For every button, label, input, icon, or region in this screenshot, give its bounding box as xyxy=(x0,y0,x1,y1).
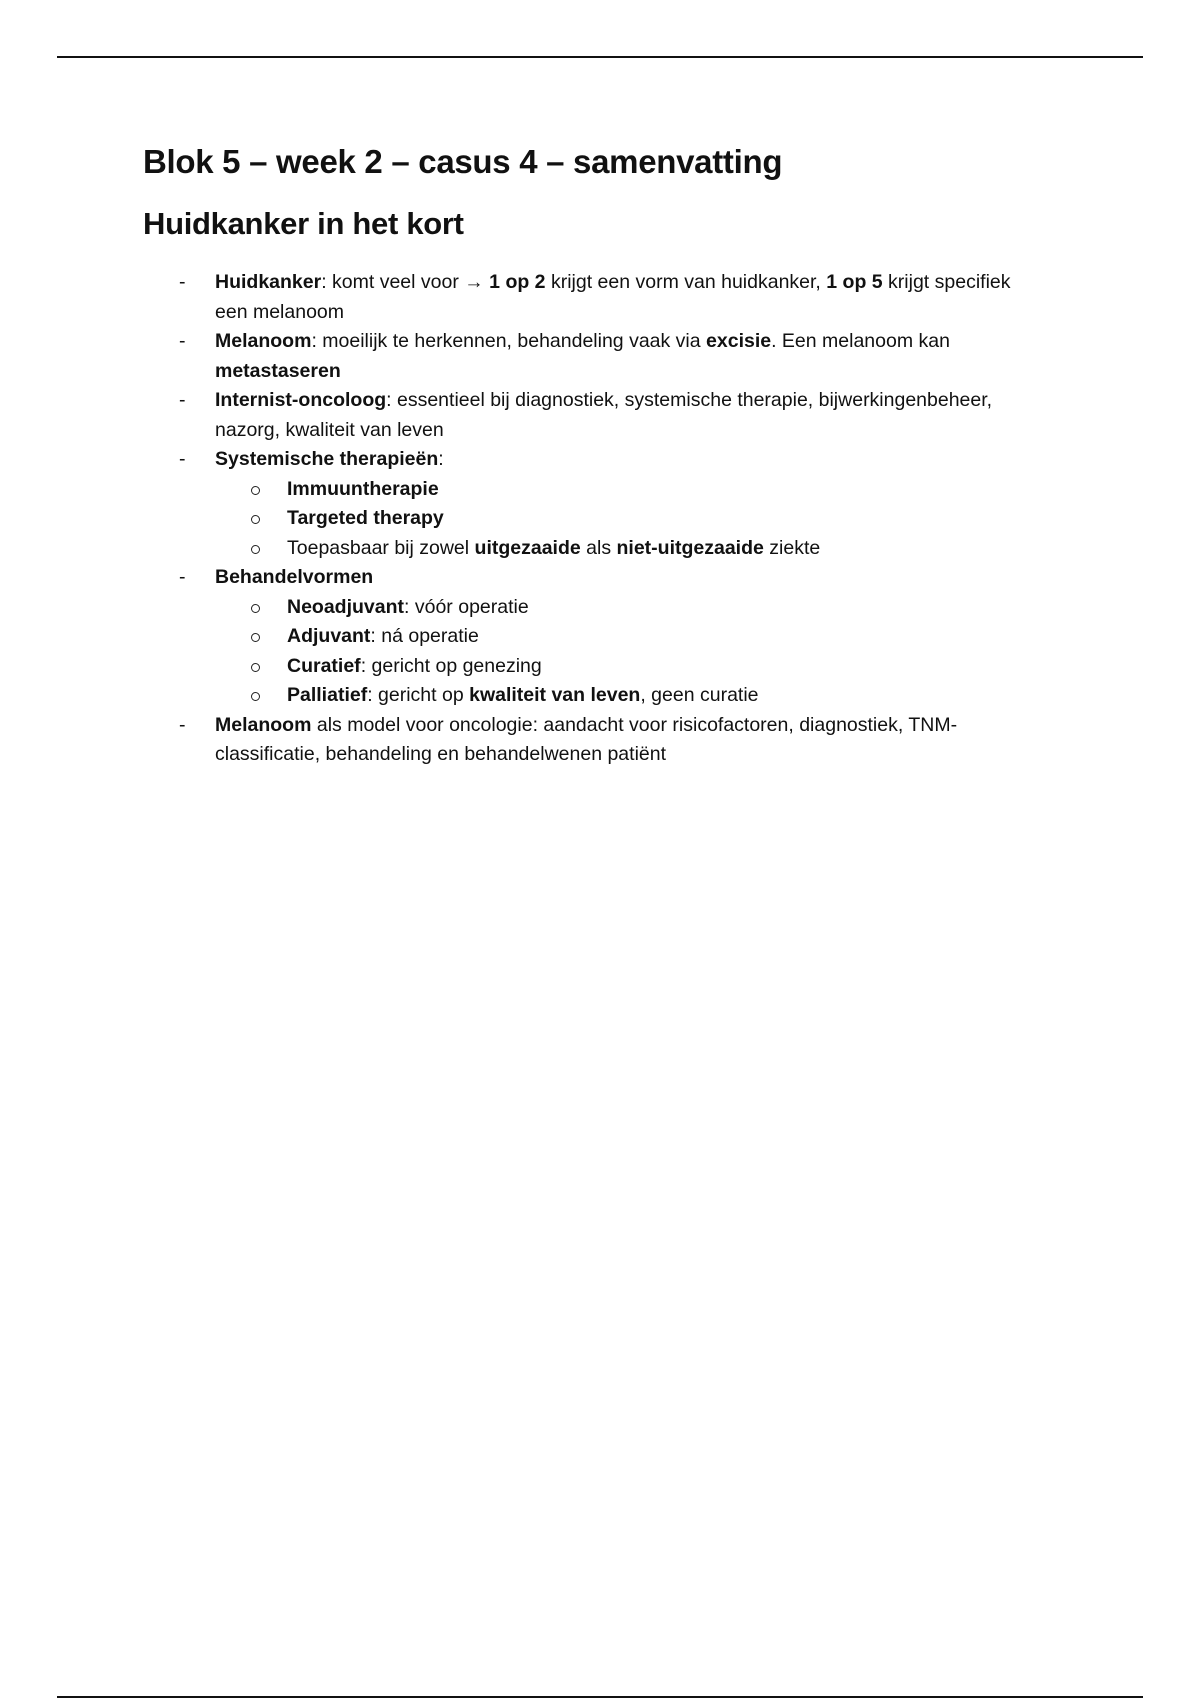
footer-rule xyxy=(57,1696,1143,1698)
arrow-icon: → xyxy=(464,271,484,293)
bullet-dash: - xyxy=(179,566,186,588)
list-item-behandelvormen xyxy=(143,563,1043,711)
sub-item xyxy=(215,475,1043,505)
list-item-melanoom xyxy=(143,327,1043,386)
bullet-dash: - xyxy=(179,330,186,352)
item-term: Melanoom xyxy=(215,713,312,736)
sub-item-emphasis: Immuuntherapie xyxy=(287,477,439,500)
list-item-internist-oncoloog xyxy=(143,386,1043,445)
item-text: : xyxy=(438,448,444,470)
sub-item-text: , geen curatie xyxy=(640,684,759,706)
item-emphasis: 1 op 5 xyxy=(826,271,883,293)
item-emphasis: excisie xyxy=(706,330,772,352)
item-text: . Een melanoom kan xyxy=(771,330,950,352)
sub-item-emphasis: Neoadjuvant xyxy=(287,595,405,618)
list-item-melanoom-model xyxy=(143,711,1043,770)
sub-item xyxy=(215,622,1043,652)
circle-bullet-icon xyxy=(251,663,260,672)
item-emphasis: 1 op 2 xyxy=(483,271,546,293)
circle-bullet-icon xyxy=(251,633,260,642)
bullet-dash: - xyxy=(179,389,186,411)
sub-item xyxy=(215,593,1043,623)
list-item-huidkanker xyxy=(143,268,1043,327)
sub-item-emphasis: Targeted therapy xyxy=(287,507,444,529)
item-text: : essentieel bij diagnostiek, systemische therapie, bijwerkingenbeheer, nazorg, kwaliteit van leven xyxy=(215,389,993,441)
bullet-dash: - xyxy=(179,448,186,470)
item-term: Behandelvormen xyxy=(215,566,374,588)
item-text: : komt veel voor xyxy=(321,271,465,293)
item-term: Melanoom xyxy=(215,330,312,352)
sub-item-text: : gericht op genezing xyxy=(360,654,542,677)
sub-item-emphasis: Palliatief xyxy=(287,684,368,706)
sub-item-text: ziekte xyxy=(763,536,821,559)
sub-item-emphasis: niet-uitgezaaide xyxy=(616,536,764,559)
document-body xyxy=(143,140,1043,770)
summary-list xyxy=(143,268,1043,770)
circle-bullet-icon xyxy=(251,515,260,524)
circle-bullet-icon xyxy=(251,486,260,495)
sub-item-emphasis: Adjuvant xyxy=(287,625,371,647)
document-title: Blok 5 – week 2 – casus 4 – samenvatting xyxy=(143,143,783,180)
sub-item-emphasis: uitgezaaide xyxy=(474,536,581,559)
sub-list xyxy=(215,593,1043,711)
bullet-dash: - xyxy=(179,713,186,736)
sub-item-text: als xyxy=(580,536,617,559)
item-emphasis: metastaseren xyxy=(215,359,341,382)
item-text: : moeilijk te herkennen, behandeling vaak via xyxy=(311,330,707,352)
header-rule xyxy=(57,56,1143,58)
item-term: Huidkanker xyxy=(215,271,322,293)
item-term: Internist-oncoloog xyxy=(215,389,387,411)
sub-item-emphasis: Curatief xyxy=(287,654,361,677)
item-text: als model voor oncologie: aandacht voor risicofactoren, diagnostiek, TNM-classificatie, behandeling en behandelwenen patiënt xyxy=(215,713,958,765)
item-text: krijgt een vorm van huidkanker, xyxy=(545,271,827,293)
bullet-dash: - xyxy=(179,271,186,293)
item-term: Systemische therapieën xyxy=(215,448,439,470)
sub-item xyxy=(215,504,1043,534)
sub-list xyxy=(215,475,1043,564)
sub-item xyxy=(215,681,1043,711)
circle-bullet-icon xyxy=(251,692,260,701)
item-text: krijgt specifiek een melanoom xyxy=(215,271,1011,323)
sub-item xyxy=(215,652,1043,682)
circle-bullet-icon xyxy=(251,604,260,613)
sub-item-text: : ná operatie xyxy=(370,625,479,647)
sub-item xyxy=(215,534,1043,564)
sub-item-text: : vóór operatie xyxy=(404,595,529,618)
circle-bullet-icon xyxy=(251,545,260,554)
sub-item-text: : gericht op xyxy=(367,684,470,706)
sub-item-text: Toepasbaar bij zowel xyxy=(287,536,475,559)
list-item-systemische-therapieen xyxy=(143,445,1043,563)
section-heading: Huidkanker in het kort xyxy=(143,206,464,241)
sub-item-emphasis: kwaliteit van leven xyxy=(469,684,641,706)
